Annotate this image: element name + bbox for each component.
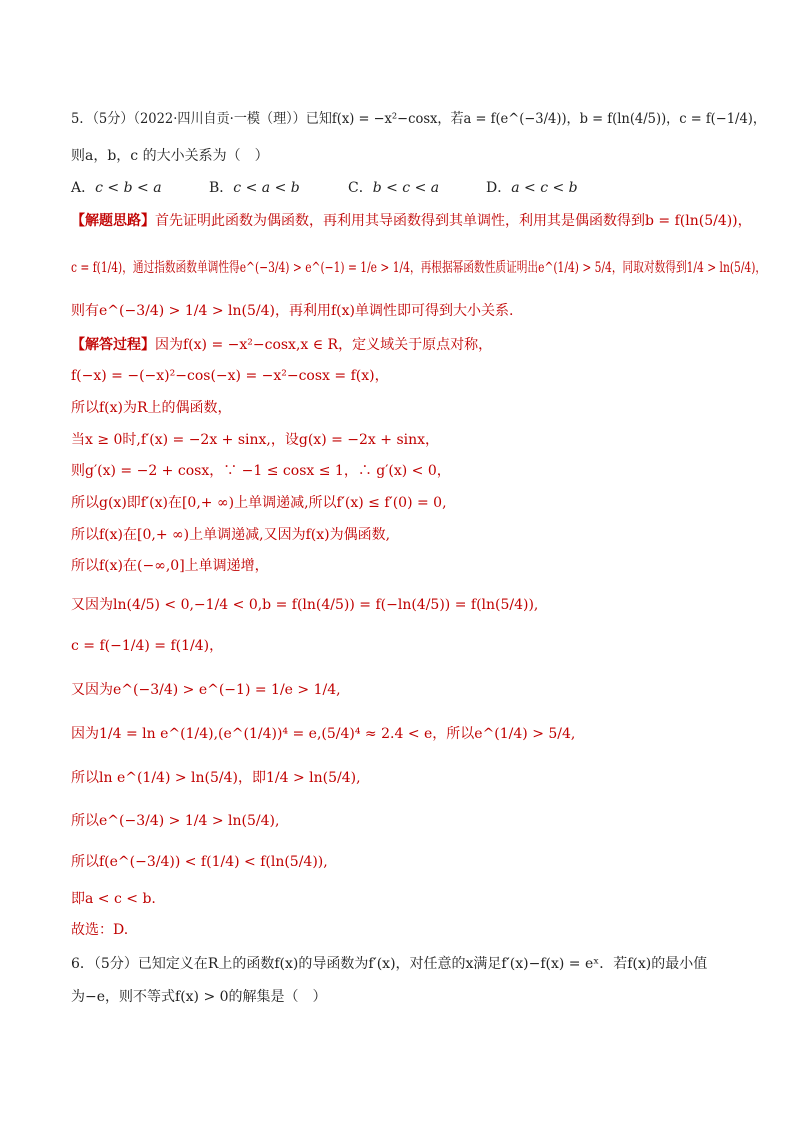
option-text: b < c < a: [372, 180, 440, 196]
solution-idea-line1: [71, 212, 752, 230]
proc-step: 又因为ln(4/5) < 0,−1/4 < 0,b = f(ln(4/5)) = f(−ln(4/5)) = f(ln(5/4)),: [71, 597, 539, 613]
proc-step: 所以ln e^(1/4) > ln(5/4)，即1/4 > ln(5/4),: [71, 770, 361, 786]
proc-step: 所以f(e^(−3/4)) < f(1/4) < f(ln(5/4)),: [71, 854, 328, 870]
solution-idea-line2: c = f(1/4)，通过指数函数单调性得e^(−3/4) > e^(−1) = 1/e > 1/4，再根据幂函数性质证明出e^(1/4) > 5/4，同取对数得到1/4 > ln(5/4)，: [71, 260, 767, 276]
proc-step: 所以f(x)在(−∞,0]上单调递增，: [71, 558, 269, 574]
option-letter: A．: [71, 180, 96, 196]
q5-stem-line1: 5．（5分）（2022·四川自贡·一模（理））已知f(x) = −x²−cosx，若a = f(e^(−3/4))，b = f(ln(4/5))，c = f(−1/4)，: [71, 111, 766, 127]
proc-step: 所以g(x)即f′(x)在[0,+ ∞)上单调递减,所以f′(x) ≤ f′(0) = 0,: [71, 495, 447, 511]
solution-idea-text: 首先证明此函数为偶函数，再利用其导函数得到其单调性，利用其是偶函数得到b = f(ln(5/4))，: [155, 213, 752, 229]
solution-process-tag: 【解答过程】: [71, 337, 155, 353]
proc-step: c = f(−1/4) = f(1/4)，: [71, 638, 224, 654]
solution-idea-tag: 【解题思路】: [71, 213, 155, 229]
proc-step: 则g′(x) = −2 + cosx，∵ −1 ≤ cosx ≤ 1，∴ g′(x) < 0，: [71, 463, 451, 479]
proc-step: 又因为e^(−3/4) > e^(−1) = 1/e > 1/4,: [71, 682, 341, 698]
proc-step: 所以e^(−3/4) > 1/4 > ln(5/4),: [71, 813, 280, 829]
proc-step: 当x ≥ 0时,f′(x) = −2x + sinx,，设g(x) = −2x + sinx，: [71, 432, 440, 448]
q5-option-a: [71, 177, 162, 197]
solution-idea-line3: 则有e^(−3/4) > 1/4 > ln(5/4)，再利用f(x)单调性即可得到大小关系.: [71, 303, 514, 319]
proc-step: 所以f(x)为R上的偶函数，: [71, 400, 232, 416]
q5-option-d: [486, 177, 578, 197]
proc-step: 所以f(x)在[0,+ ∞)上单调递减,又因为f(x)为偶函数,: [71, 527, 391, 543]
q5-stem-line2: 则a，b，c 的大小关系为（ ）: [71, 148, 269, 164]
proc-step: 即a < c < b.: [71, 891, 156, 907]
q5-option-c: [348, 177, 439, 197]
solution-process-line: [71, 336, 492, 354]
proc-step: 因为1/4 = ln e^(1/4),(e^(1/4))⁴ = e,(5/4)⁴ ≈ 2.4 < e，所以e^(1/4) > 5/4,: [71, 726, 576, 742]
option-letter: B．: [209, 180, 234, 196]
proc-step: f(−x) = −(−x)²−cos(−x) = −x²−cosx = f(x)，: [71, 368, 389, 384]
q6-stem-line2: 为−e，则不等式f(x) > 0的解集是（ ）: [71, 989, 327, 1005]
option-letter: C．: [348, 180, 373, 196]
q5-option-b: [209, 177, 300, 197]
option-text: a < c < b: [511, 180, 578, 196]
q6-stem-line1: 6．（5分）已知定义在R上的函数f(x)的导函数为f′(x)，对任意的x满足f′(x)−f(x) = eˣ．若f(x)的最小值: [71, 956, 708, 972]
option-text: c < b < a: [95, 180, 162, 196]
proc-step: 故选：D.: [71, 922, 129, 938]
proc-step: 因为f(x) = −x²−cosx,x ∈ R，定义域关于原点对称，: [155, 337, 493, 353]
option-letter: D．: [486, 180, 512, 196]
option-text: c < a < b: [233, 180, 300, 196]
